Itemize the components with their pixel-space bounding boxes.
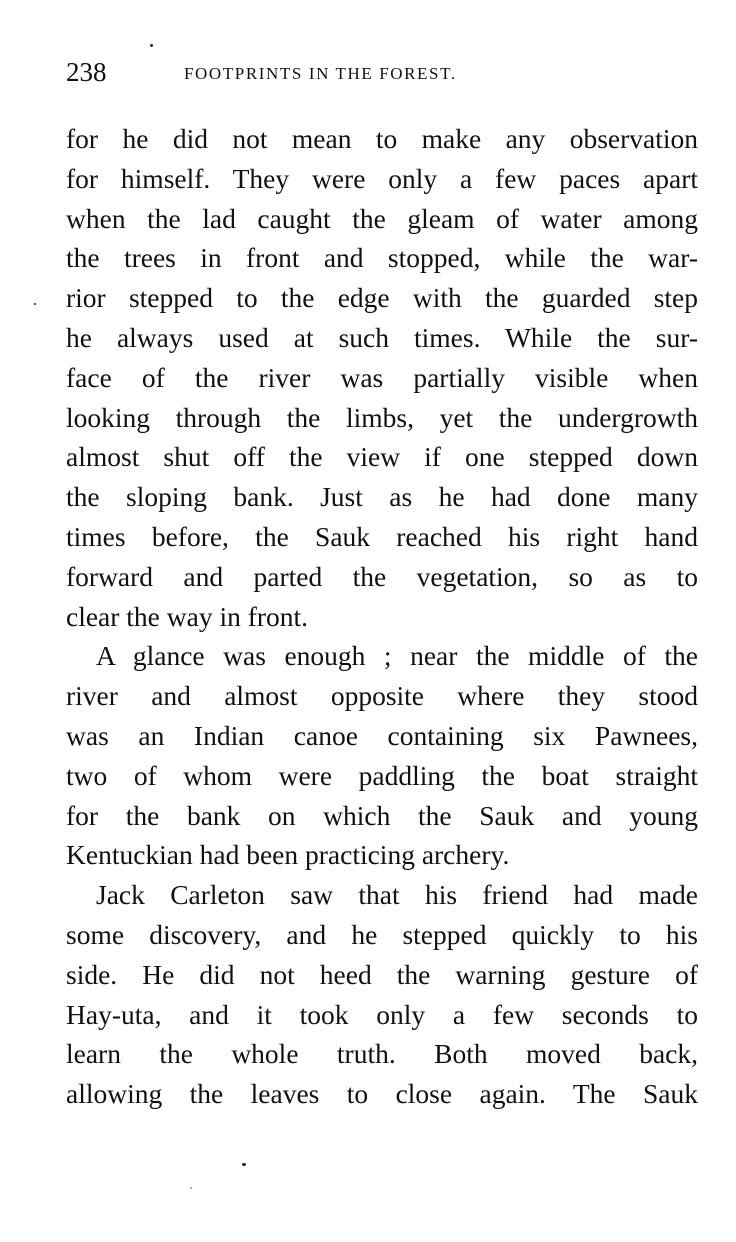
text-line: was an Indian canoe containing six Pawnees, [66, 719, 698, 751]
text-line: times before, the Sauk reached his right hand [66, 520, 698, 552]
text-line: the sloping bank. Just as he had done many [66, 481, 698, 513]
text-line: he always used at such times. While the sur- [66, 321, 698, 353]
text-line: looking through the limbs, yet the undergrowth [66, 401, 698, 433]
page-number: 238 [66, 57, 107, 87]
text-line: river and almost opposite where they stood [66, 680, 698, 712]
text-line: some discovery, and he stepped quickly to his [66, 918, 698, 950]
print-speck [190, 1187, 192, 1189]
body-text [66, 119, 698, 1114]
text-line: for himself. They were only a few paces apart [66, 162, 698, 194]
text-line: almost shut off the view if one stepped down [66, 441, 698, 473]
text-line: the trees in front and stopped, while the war- [66, 242, 698, 274]
text-line: Hay-uta, and it took only a few seconds to [66, 998, 698, 1030]
text-line: face of the river was partially visible when [66, 361, 698, 393]
text-line: for the bank on which the Sauk and young [66, 799, 698, 831]
text-line: allowing the leaves to close again. The Sauk [66, 1078, 698, 1110]
text-line: A glance was enough ; near the middle of the [96, 640, 698, 672]
print-speck [242, 1163, 246, 1166]
running-title: FOOTPRINTS IN THE FOREST. [184, 64, 457, 83]
text-line: two of whom were paddling the boat straight [66, 759, 698, 791]
text-line: when the lad caught the gleam of water among [66, 202, 698, 234]
page-header [66, 54, 706, 90]
text-line: Kentuckian had been practicing archery. [66, 839, 510, 871]
print-speck [150, 44, 153, 47]
text-line: learn the whole truth. Both moved back, [66, 1038, 698, 1070]
print-speck [34, 303, 36, 305]
text-line: rior stepped to the edge with the guarded step [66, 282, 698, 314]
text-line: forward and parted the vegetation, so as to [66, 560, 698, 592]
text-line: for he did not mean to make any observation [66, 123, 698, 154]
text-line: side. He did not heed the warning gesture of [66, 958, 698, 990]
text-line: Jack Carleton saw that his friend had made [96, 879, 698, 911]
text-line: clear the way in front. [66, 600, 309, 632]
